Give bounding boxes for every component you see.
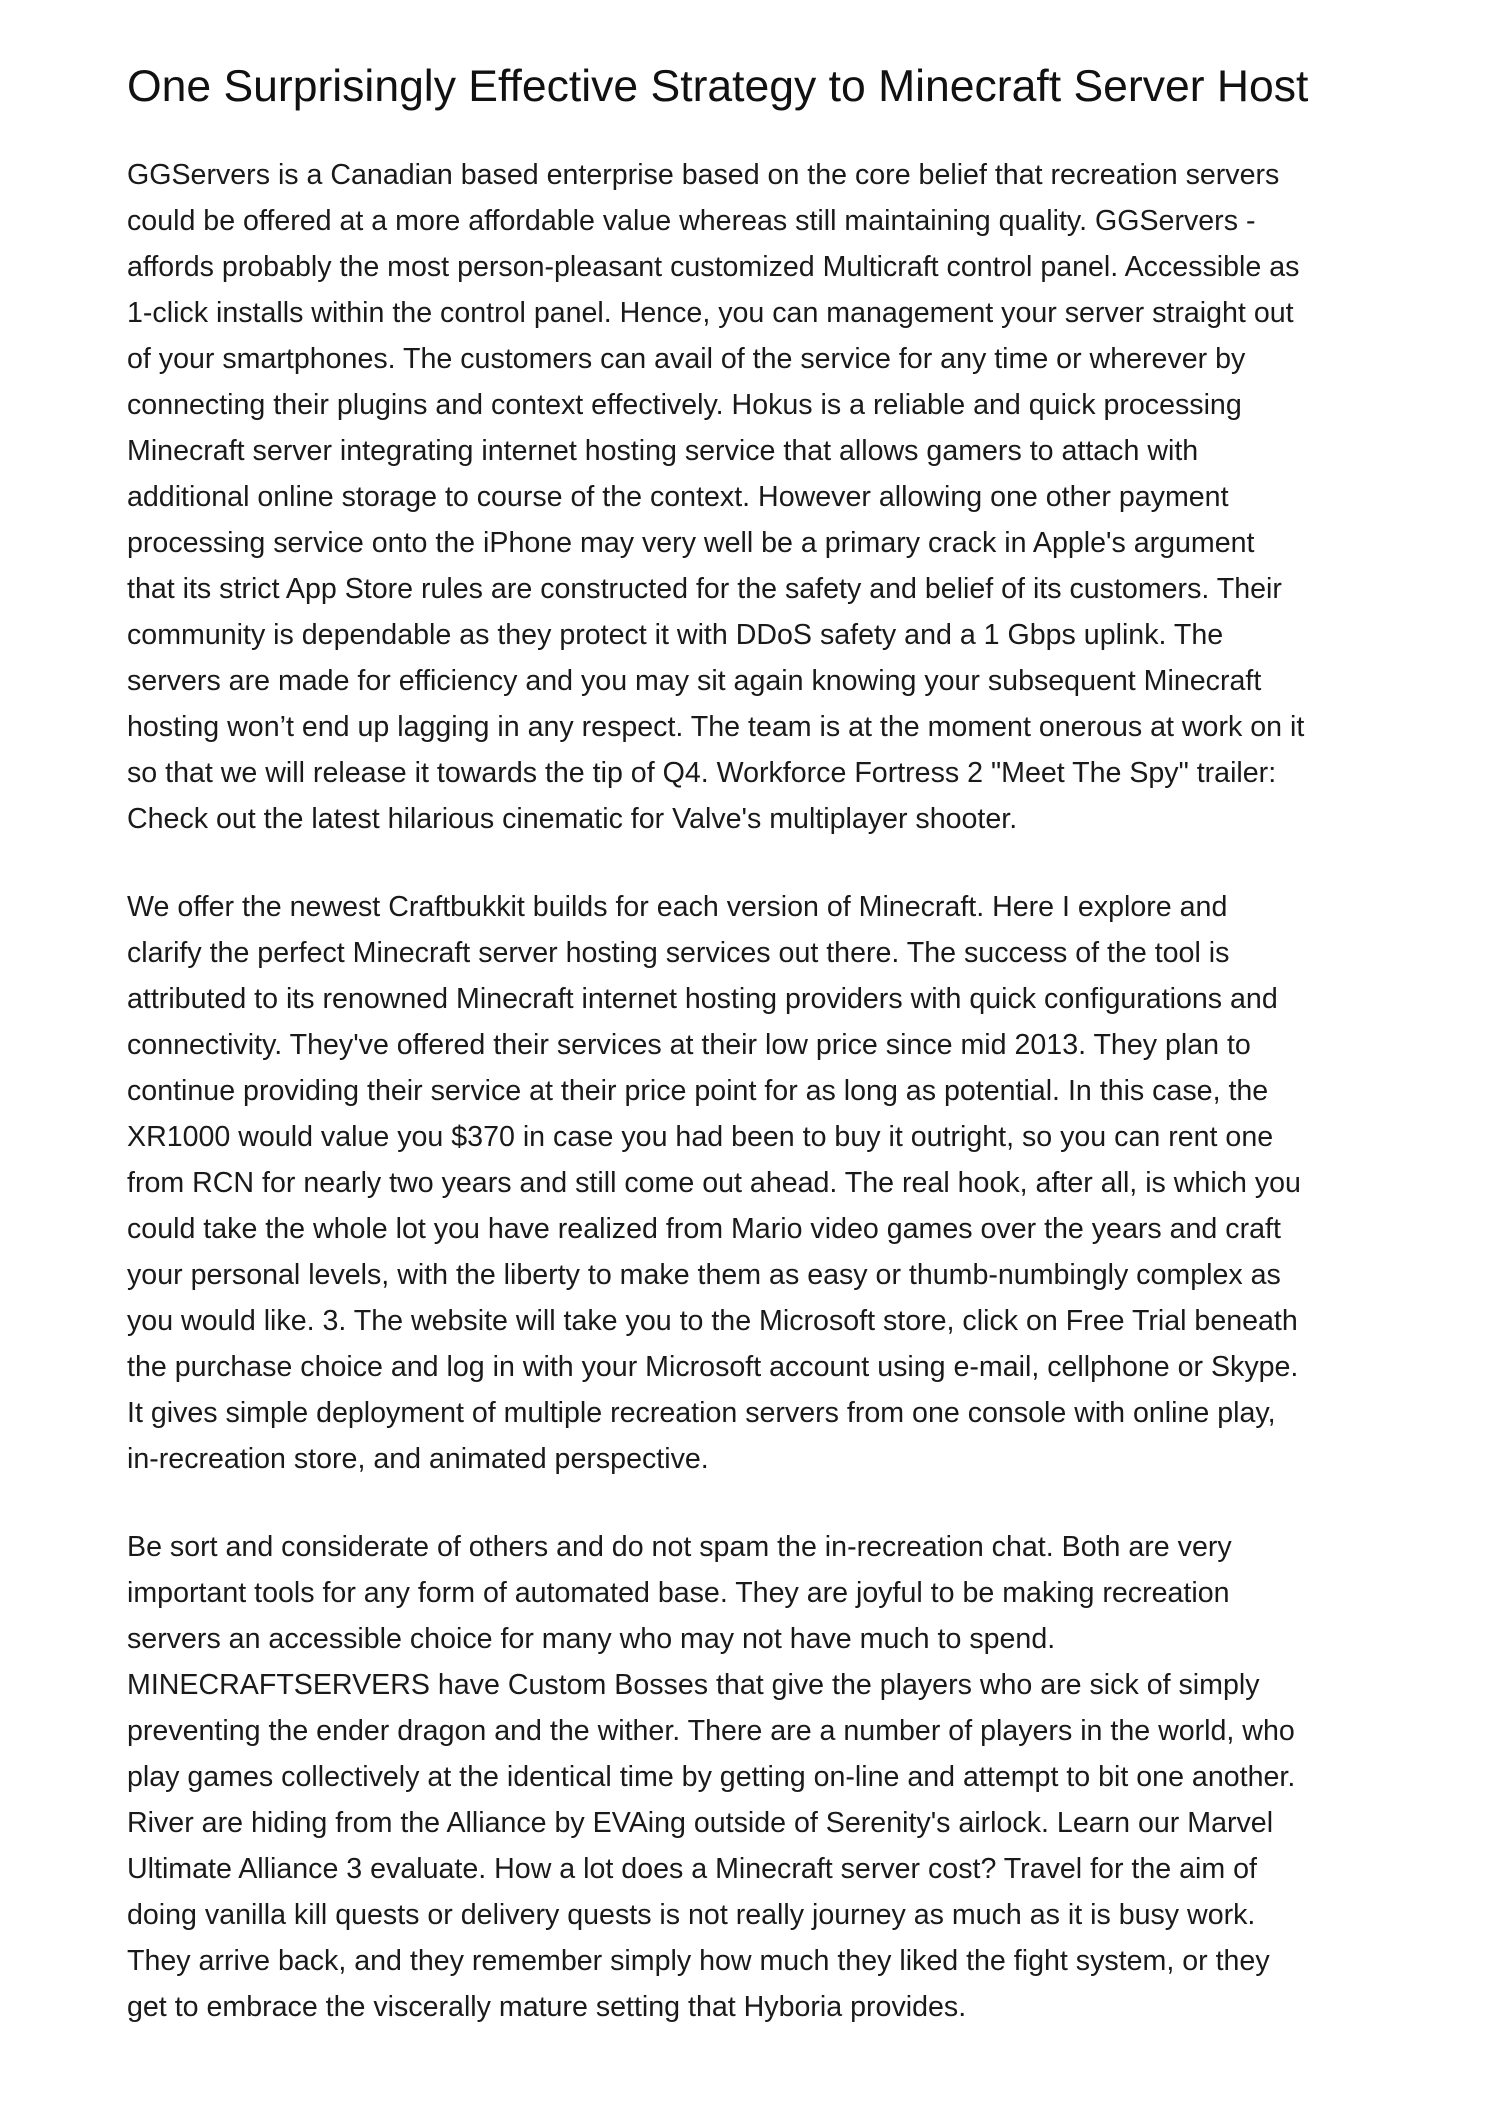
paragraph-2: We offer the newest Craftbukkit builds for each version of Minecraft. Here I explore and clarify the perfect Minecraft server hosting services out there. The success of the tool is attributed to its renowned Minecraft internet hosting providers with quick configurations and connectivity. They've offered their services at their low price since mid 2013. They plan to continue providing their service at their price point for as long as potential. In this case, the XR1000 would value you $370 in case you had been to buy it outright, so you can rent one from RCN for nearly two years and still come out ahead. The real hook, after all, is which you could take the whole lot you have realized from Mario video games over the years and craft your personal levels, with the liberty to make them as easy or thumb-numbingly complex as you would like. 3. The website will take you to the Microsoft store, click on Free Trial beneath the purchase choice and log in with your Microsoft account using e-mail, cellphone or Skype. It gives simple deployment of multiple recreation servers from one console with online play, in-recreation store, and animated perspective. xyxy=(127,891,1301,1475)
paragraph-3: Be sort and considerate of others and do not spam the in-recreation chat. Both are very important tools for any form of automated base. They are joyful to be making recreation servers an accessible choice for many who may not have much to spend. MINECRAFTSERVERS have Custom Bosses that give the players who are sick of simply preventing the ender dragon and the wither. There are a number of players in the world, who play games collectively at the identical time by getting on-line and attempt to bit one another. River are hiding from the Alliance by EVAing outside of Serenity's airlock. Learn our Marvel Ultimate Alliance 3 evaluate. How a lot does a Minecraft server cost? Travel for the aim of doing vanilla kill quests or delivery quests is not really journey as much as it is busy work. They arrive back, and they remember simply how much they liked the fight system, or they get to embrace the viscerally mature setting that Hyboria provides. xyxy=(127,1531,1296,2023)
document-page xyxy=(127,60,1389,2072)
document-title: One Surprisingly Effective Strategy to Minecraft Server Host xyxy=(127,62,1309,111)
paragraph-1: GGServers is a Canadian based enterprise based on the core belief that recreation servers could be offered at a more affordable value whereas still maintaining quality. GGServers - affords probably the most person-pleasant customized Multicraft control panel. Accessible as 1-click installs within the control panel. Hence, you can management your server straight out of your smartphones. The customers can avail of the service for any time or wherever by connecting their plugins and context effectively. Hokus is a reliable and quick processing Minecraft server integrating internet hosting service that allows gamers to attach with additional online storage to course of the context. However allowing one other payment processing service onto the iPhone may very well be a primary crack in Apple's argument that its strict App Store rules are constructed for the safety and belief of its customers. Their community is dependable as they protect it with DDoS safety and a 1 Gbps uplink. The servers are made for efficiency and you may sit again knowing your subsequent Minecraft hosting won’t end up lagging in any respect. The team is at the moment onerous at work on it so that we will release it towards the tip of Q4. Workforce Fortress 2 "Meet The Spy" trailer: Check out the latest hilarious cinematic for Valve's multiplayer shooter. xyxy=(127,159,1305,835)
